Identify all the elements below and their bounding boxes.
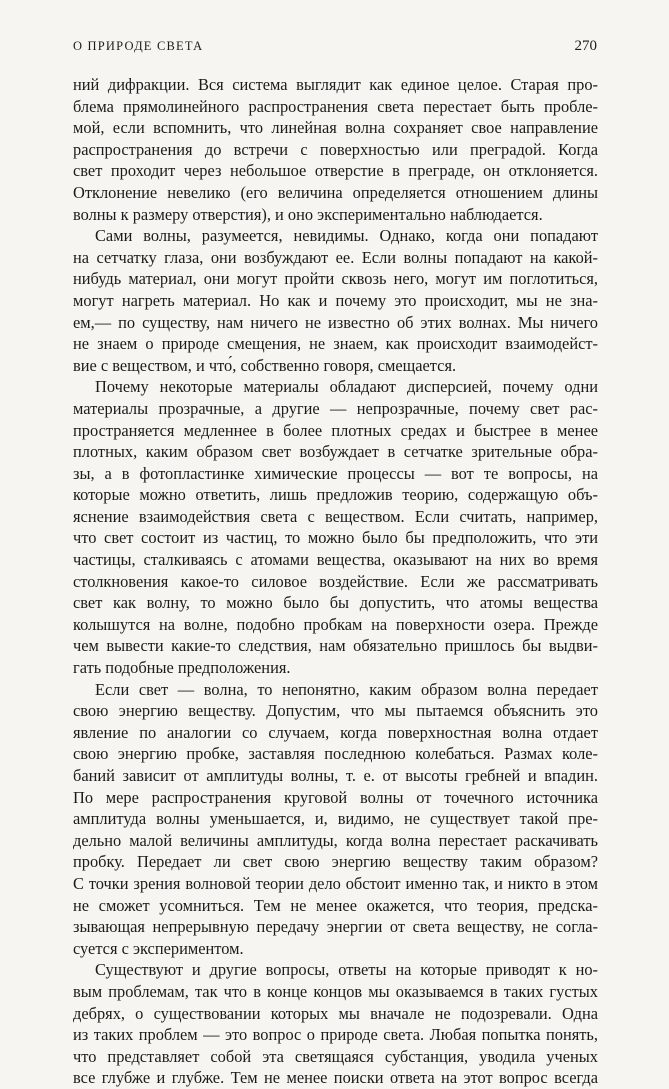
text-line: яснение взаимодействия света с веществом. Если считать, например, bbox=[73, 506, 598, 526]
paragraph bbox=[73, 225, 598, 376]
text-line: вым проблемам, так что в конце концов мы оказываемся в таких густых bbox=[73, 981, 598, 1001]
text-line: могут нагреть материал. Но как и почему это происходит, мы не зна- bbox=[73, 290, 598, 310]
text-line: которые можно ответить, лишь предложив теорию, содержащую объ- bbox=[73, 485, 598, 505]
text-line: ем,— по существу, нам ничего не известно об этих волнах. Мы ничего bbox=[73, 312, 598, 332]
text-line: столкновения какое-то силовое воздействие. Если же рассматривать bbox=[73, 571, 598, 591]
text-line: не сможет усомниться. Тем не менее окажется, что теория, предска- bbox=[73, 895, 598, 915]
text-line: волны к размеру отверстия), и оно экспериментально наблюдается. bbox=[73, 204, 543, 224]
text-line: распространения до встречи с поверхностью или преградой. Когда bbox=[73, 139, 598, 159]
running-title: О ПРИРОДЕ СВЕТА bbox=[73, 39, 204, 53]
text-line: плотных, каким образом свет возбуждает в сетчатке зрительные обра- bbox=[73, 442, 598, 462]
paragraph bbox=[73, 74, 598, 225]
running-header bbox=[73, 38, 597, 55]
text-line: вие с веществом, и что́, собственно говоря, смещается. bbox=[73, 355, 457, 375]
page-number: 270 bbox=[574, 38, 597, 54]
text-line: что свет состоит из частиц, то можно было бы предположить, что эти bbox=[73, 528, 598, 548]
paragraph bbox=[73, 679, 598, 960]
text-line: ний дифракции. Вся система выглядит как единое целое. Старая про- bbox=[73, 75, 598, 94]
text-line: не знаем о природе смещения, не знаем, как происходит взаимодейст- bbox=[73, 334, 598, 354]
text-line: частицы, сталкиваясь с атомами вещества, оказывают на них во время bbox=[73, 550, 598, 570]
text-line: дельно малой величины амплитуды, когда волна перестает раскачивать bbox=[73, 830, 598, 850]
text-line: зывающая непрерывную передачу энергии от света веществу, не согла- bbox=[73, 917, 598, 937]
text-line: на сетчатку глаза, они возбуждают ее. Если волны попадают на какой- bbox=[73, 247, 598, 267]
text-line: чем вывести какие-то следствия, нам обязательно пришлось бы выдви- bbox=[73, 636, 598, 656]
text-line: блема прямолинейного распространения света перестает быть пробле- bbox=[73, 96, 598, 116]
text-line: дебрях, о существовании которых мы вначале не подозревали. Одна bbox=[73, 1003, 598, 1023]
text-line: пространяется медленнее в более плотных средах и быстрее в менее bbox=[73, 420, 598, 440]
text-line: материалы прозрачные, а другие — непрозрачные, почему свет рас- bbox=[73, 398, 598, 418]
text-line: зы, а в фотопластинке химические процессы — вот те вопросы, на bbox=[73, 463, 598, 483]
text-line: свою энергию веществу. Допустим, что мы пытаемся объяснить это bbox=[73, 701, 598, 721]
text-line: из таких проблем — это вопрос о природе света. Любая попытка понять, bbox=[73, 1025, 598, 1045]
text-line: По мере распространения круговой волны от точечного источника bbox=[73, 787, 598, 807]
text-line: Если свет — волна, то непонятно, каким образом волна передает bbox=[95, 679, 598, 699]
text-line: явление по аналогии со случаем, когда поверхностная волна отдает bbox=[73, 722, 598, 742]
text-line: все глубже и глубже. Тем не менее поиски ответа на этот вопрос всегда bbox=[73, 1068, 598, 1088]
text-line: нибудь материал, они могут пройти сквозь него, могут им поглотиться, bbox=[73, 269, 598, 289]
text-line: мой, если вспомнить, что линейная волна сохраняет свое направление bbox=[73, 118, 598, 138]
body-text bbox=[73, 74, 598, 1089]
paragraph bbox=[73, 959, 598, 1089]
text-line: свет проходит через небольшое отверстие в преграде, он отклоняется. bbox=[73, 161, 598, 181]
text-line: гать подобные предположения. bbox=[73, 658, 291, 678]
text-line: амплитуда волны уменьшается, и, видимо, не существует такой пре- bbox=[73, 809, 598, 829]
paragraph bbox=[73, 376, 598, 678]
text-line: С точки зрения волновой теории дело обстоит именно так, и никто в этом bbox=[73, 873, 598, 893]
text-line: пробку. Передает ли свет свою энергию веществу таким образом? bbox=[73, 852, 598, 872]
text-line: что представляет собой эта светящаяся субстанция, уводила ученых bbox=[73, 1046, 598, 1066]
text-line: Отклонение невелико (его величина определяется отношением длины bbox=[73, 182, 598, 202]
text-line: колышутся на волне, подобно пробкам на поверхности озера. Прежде bbox=[73, 614, 598, 634]
text-line: Существуют и другие вопросы, ответы на которые приводят к но- bbox=[95, 960, 598, 980]
text-line: свет как волну, то можно было бы допустить, что атомы вещества bbox=[73, 593, 598, 613]
text-line: свою энергию пробке, заставляя последнюю колебаться. Размах коле- bbox=[73, 744, 598, 764]
text-line: Сами волны, разумеется, невидимы. Однако, когда они попадают bbox=[95, 226, 598, 246]
text-line: суется с экспериментом. bbox=[73, 938, 244, 958]
text-line: баний зависит от амплитуды волны, т. е. от высоты гребней и впадин. bbox=[73, 766, 598, 785]
text-line: Почему некоторые материалы обладают дисперсией, почему одни bbox=[95, 377, 598, 397]
